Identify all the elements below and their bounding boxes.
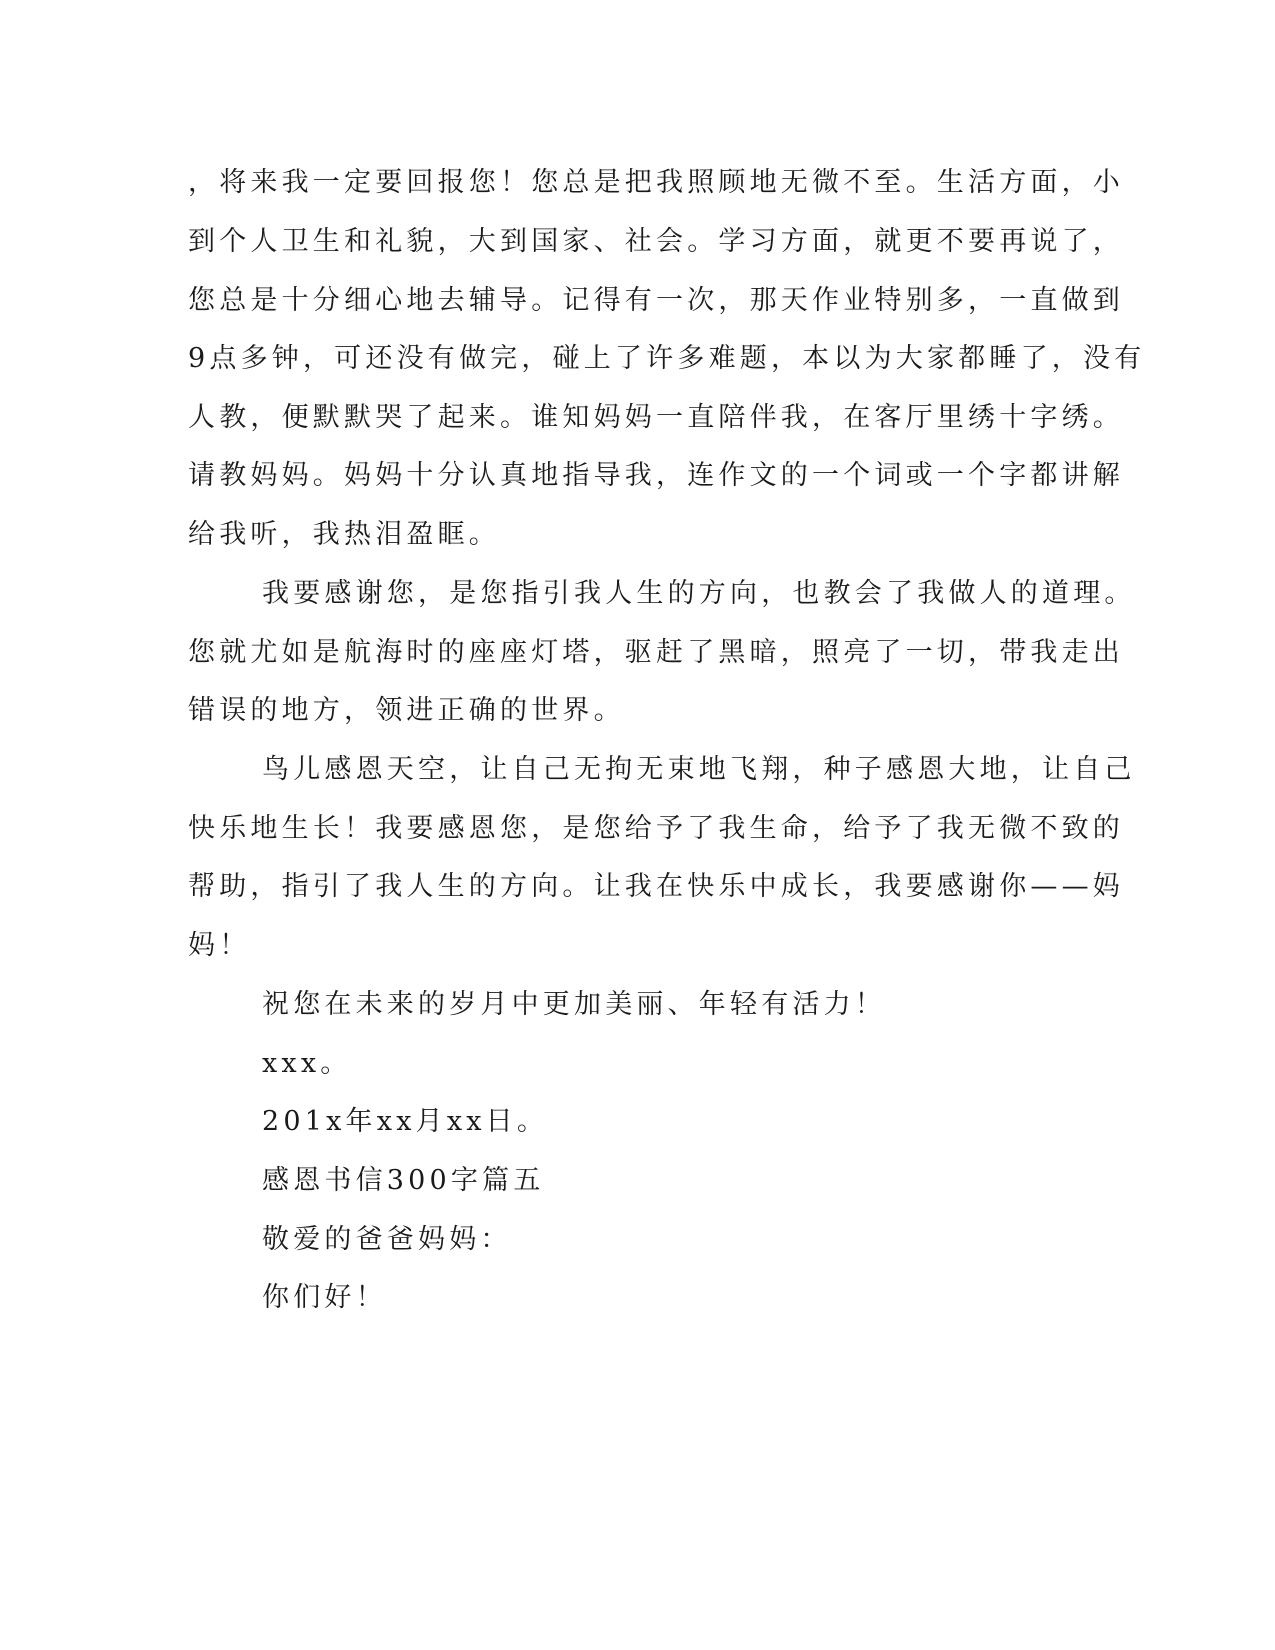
paragraph-2-line-2: 您就尤如是航海时的座座灯塔，驱赶了黑暗，照亮了一切，带我走出 xyxy=(188,637,1124,668)
section-heading: 感恩书信300字篇五 xyxy=(262,1165,545,1196)
greeting: 你们好！ xyxy=(262,1282,387,1313)
text-line-1: ，将来我一定要回报您！您总是把我照顾地无微不至。生活方面，小 xyxy=(188,167,1124,198)
paragraph-3-line-2: 快乐地生长！我要感恩您，是您给予了我生命，给予了我无微不致的 xyxy=(188,813,1124,844)
text-line-7: 给我听，我热泪盈眶。 xyxy=(188,519,500,550)
paragraph-3-line-1: 鸟儿感恩天空，让自己无拘无束地飞翔，种子感恩大地，让自己 xyxy=(262,754,1136,785)
date: 201x年xx月xx日。 xyxy=(262,1106,549,1137)
paragraph-2-line-3: 错误的地方，领进正确的世界。 xyxy=(188,695,625,726)
paragraph-3-line-3: 帮助，指引了我人生的方向。让我在快乐中成长，我要感谢你——妈 xyxy=(188,871,1124,902)
text-line-3: 您总是十分细心地去辅导。记得有一次，那天作业特别多，一直做到 xyxy=(188,285,1124,316)
text-line-2: 到个人卫生和礼貌，大到国家、社会。学习方面，就更不要再说了， xyxy=(188,226,1124,257)
paragraph-3-line-4: 妈！ xyxy=(188,930,251,961)
text-line-4: 9点多钟，可还没有做完，碰上了许多难题，本以为大家都睡了，没有 xyxy=(188,343,1146,374)
salutation: 敬爱的爸爸妈妈： xyxy=(262,1224,512,1255)
signature: xxx。 xyxy=(262,1048,352,1079)
closing-wish: 祝您在未来的岁月中更加美丽、年轻有活力！ xyxy=(262,989,886,1020)
text-line-6: 请教妈妈。妈妈十分认真地指导我，连作文的一个词或一个字都讲解 xyxy=(188,460,1124,491)
paragraph-2-line-1: 我要感谢您，是您指引我人生的方向，也教会了我做人的道理。 xyxy=(262,578,1136,609)
text-line-5: 人教，便默默哭了起来。谁知妈妈一直陪伴我，在客厅里绣十字绣。 xyxy=(188,402,1124,433)
